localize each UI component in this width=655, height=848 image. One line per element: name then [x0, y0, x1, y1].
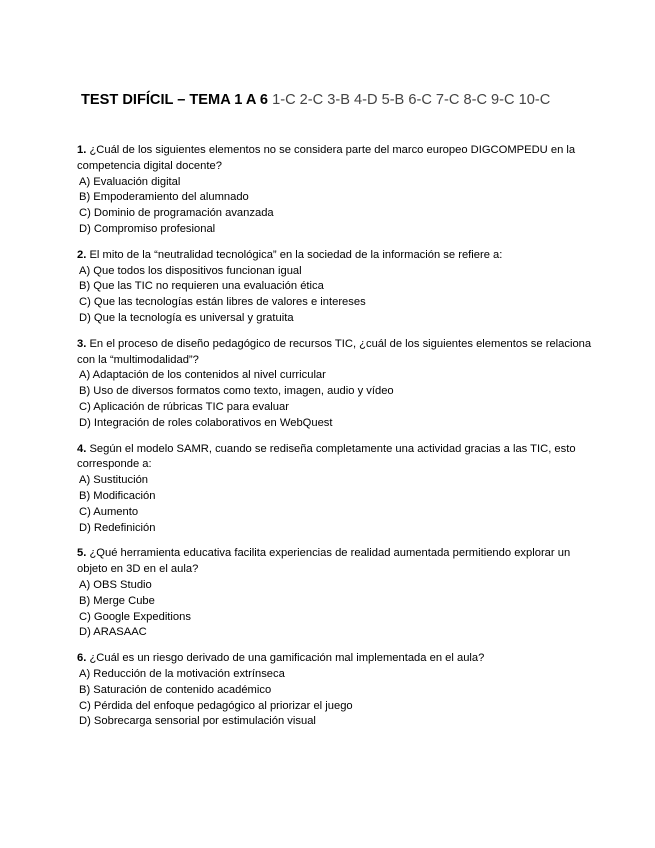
option-d: D) ARASAAC	[79, 626, 147, 639]
option-b: B) Empoderamiento del alumnado	[79, 191, 249, 204]
option-c: C) Aumento	[79, 505, 139, 518]
option-a: A) OBS Studio	[79, 578, 152, 591]
question-stem	[77, 442, 597, 474]
question-stem	[77, 651, 597, 667]
question-number: 4.	[77, 442, 87, 455]
question-1	[77, 143, 597, 238]
question-text: ¿Cuál es un riesgo derivado de una gamificación mal implementada en el aula?	[89, 652, 485, 665]
option-b: B) Modificación	[79, 489, 156, 502]
question-stem	[77, 248, 597, 264]
option-c: C) Aplicación de rúbricas TIC para evaluar	[79, 400, 289, 413]
option-a: A) Adaptación de los contenidos al nivel curricular	[79, 369, 326, 382]
question-number: 3.	[77, 337, 87, 350]
option-d: D) Sobrecarga sensorial por estimulación visual	[79, 715, 316, 728]
option-c: C) Que las tecnologías están libres de valores e intereses	[79, 296, 366, 309]
question-3	[77, 337, 597, 432]
question-stem	[77, 337, 597, 369]
page-title	[81, 92, 641, 108]
question-number: 6.	[77, 652, 87, 665]
option-a: A) Reducción de la motivación extrínseca	[79, 667, 285, 680]
option-a: A) Que todos los dispositivos funcionan igual	[79, 264, 302, 277]
question-number: 1.	[77, 144, 87, 156]
option-b: B) Uso de diversos formatos como texto, imagen, audio y vídeo	[79, 385, 394, 398]
answer-key: 1-C 2-C 3-B 4-D 5-B 6-C 7-C 8-C 9-C 10-C	[272, 92, 551, 108]
question-2	[77, 248, 597, 327]
question-stem	[77, 546, 597, 578]
question-text: ¿Cuál de los siguientes elementos no se considera parte del marco europeo DIGCOMPEDU en la competencia digital docente?	[77, 144, 576, 172]
option-b: B) Merge Cube	[79, 594, 155, 607]
option-d: D) Redefinición	[79, 521, 156, 534]
option-c: C) Pérdida del enfoque pedagógico al priorizar el juego	[79, 699, 353, 712]
test-title: TEST DIFÍCIL – TEMA 1 A 6	[81, 92, 269, 108]
question-6	[77, 651, 597, 730]
option-c: C) Google Expeditions	[79, 610, 191, 623]
option-a: A) Sustitución	[79, 474, 149, 487]
question-text: El mito de la “neutralidad tecnológica” en la sociedad de la información se refiere a:	[89, 248, 503, 261]
question-5	[77, 546, 597, 641]
option-c: C) Dominio de programación avanzada	[79, 207, 274, 220]
question-number: 5.	[77, 547, 87, 560]
question-list	[77, 143, 597, 740]
question-4	[77, 442, 597, 537]
option-a: A) Evaluación digital	[79, 175, 181, 188]
question-text: Según el modelo SAMR, cuando se rediseña completamente una actividad gracias a las TIC, esto corresponde a:	[77, 442, 576, 471]
option-b: B) Que las TIC no requieren una evaluación ética	[79, 280, 324, 293]
question-number: 2.	[77, 248, 87, 261]
question-text: ¿Qué herramienta educativa facilita experiencias de realidad aumentada permitiendo explorar un objeto en 3D en el aula?	[77, 547, 571, 576]
question-text: En el proceso de diseño pedagógico de recursos TIC, ¿cuál de los siguientes elementos se relaciona con la “multimodalidad”?	[77, 337, 592, 366]
option-b: B) Saturación de contenido académico	[79, 683, 272, 696]
option-d: D) Compromiso profesional	[79, 222, 216, 235]
question-stem	[77, 143, 597, 175]
option-d: D) Que la tecnología es universal y gratuita	[79, 311, 294, 324]
option-d: D) Integración de roles colaborativos en WebQuest	[79, 416, 333, 429]
